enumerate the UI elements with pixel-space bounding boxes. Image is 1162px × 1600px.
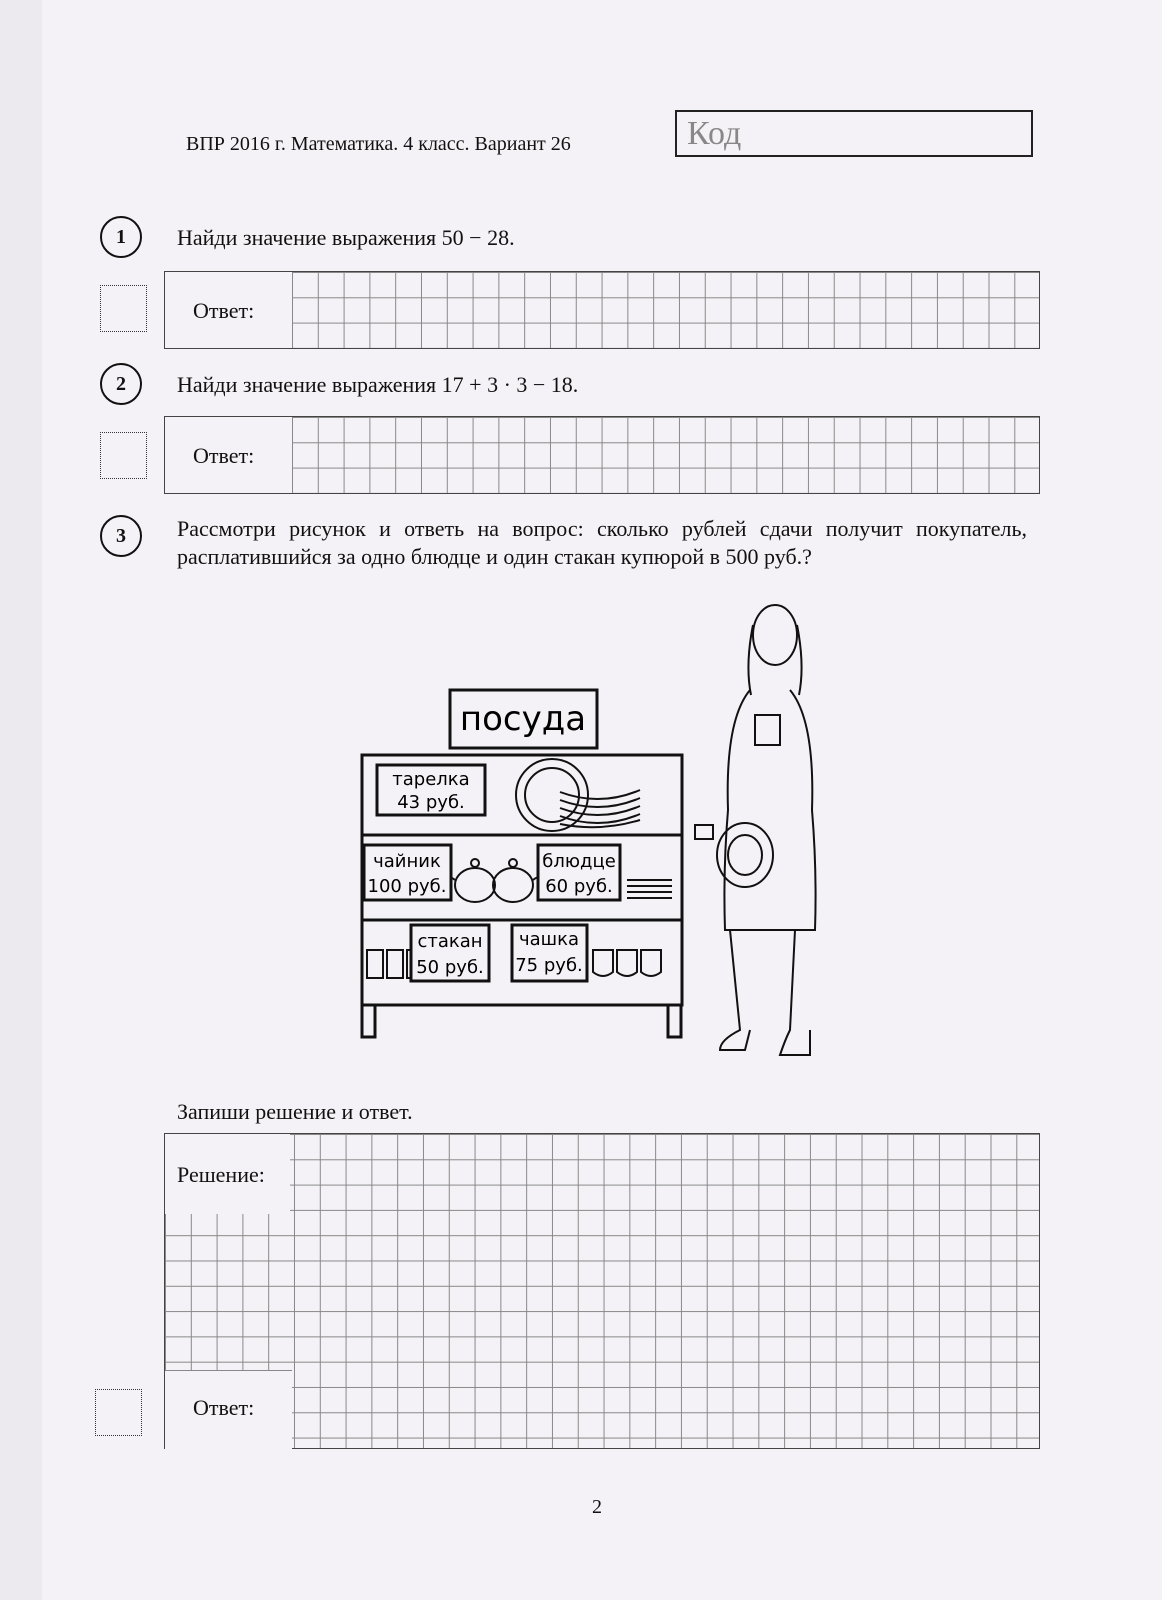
tag-saucer-name: блюдце bbox=[542, 851, 616, 872]
tag-plate-price: 43 руб. bbox=[397, 792, 465, 813]
solution-prompt: Запиши решение и ответ. bbox=[177, 1099, 413, 1124]
solution-answer-label-bg bbox=[165, 1370, 292, 1449]
shop-illustration bbox=[355, 595, 845, 1085]
task-2-number: 2 bbox=[100, 363, 142, 405]
task-3-number: 3 bbox=[100, 515, 142, 557]
tag-cup-name: чашка bbox=[518, 929, 580, 950]
solution-answer-label: Ответ: bbox=[193, 1395, 255, 1420]
task-1-number: 1 bbox=[100, 216, 142, 258]
shelf-leg-right bbox=[668, 1005, 681, 1037]
page-number: 2 bbox=[592, 1496, 602, 1518]
task-1-score-box[interactable] bbox=[100, 285, 147, 332]
task-2-answer-grid[interactable] bbox=[292, 417, 1039, 493]
task-2-text: Найди значение выражения 17 + 3 · 3 − 18. bbox=[177, 372, 579, 397]
tag-glass-name: стакан bbox=[417, 931, 483, 952]
tag-cup-price: 75 руб. bbox=[515, 955, 583, 976]
tag-teapot-price: 100 руб. bbox=[367, 876, 447, 897]
tag-glass-price: 50 руб. bbox=[416, 957, 484, 978]
solution-label-bg bbox=[165, 1134, 290, 1214]
solution-grid[interactable] bbox=[164, 1133, 1040, 1449]
task-1-answer-panel bbox=[164, 271, 1040, 349]
tag-saucer-price: 60 руб. bbox=[545, 876, 613, 897]
shelf-leg-left bbox=[362, 1005, 375, 1037]
header-title: ВПР 2016 г. Математика. 4 класс. Вариант 26 bbox=[186, 133, 571, 155]
code-field[interactable]: Код bbox=[675, 110, 1033, 157]
task-1-text: Найди значение выражения 50 − 28. bbox=[177, 225, 515, 250]
solution-label: Решение: bbox=[177, 1162, 265, 1187]
task-3-text: Рассмотри рисунок и ответь на вопрос: сколько рублей сдачи получит покупатель, расплатившийся за одно блюдце и один стакан купюрой в 500 руб.? bbox=[177, 516, 1027, 569]
task-1-answer-label: Ответ: bbox=[193, 298, 255, 323]
task-2-score-box[interactable] bbox=[100, 432, 147, 479]
task-2-answer-panel bbox=[164, 416, 1040, 494]
saleswoman-figure bbox=[695, 605, 816, 1055]
task-1-answer-grid[interactable] bbox=[292, 272, 1039, 348]
sign-text: посуда bbox=[459, 699, 587, 739]
tag-plate-name: тарелка bbox=[392, 769, 470, 790]
tag-teapot-name: чайник bbox=[373, 851, 441, 872]
task-3-score-box[interactable] bbox=[95, 1389, 142, 1436]
task-2-answer-label: Ответ: bbox=[193, 443, 255, 468]
